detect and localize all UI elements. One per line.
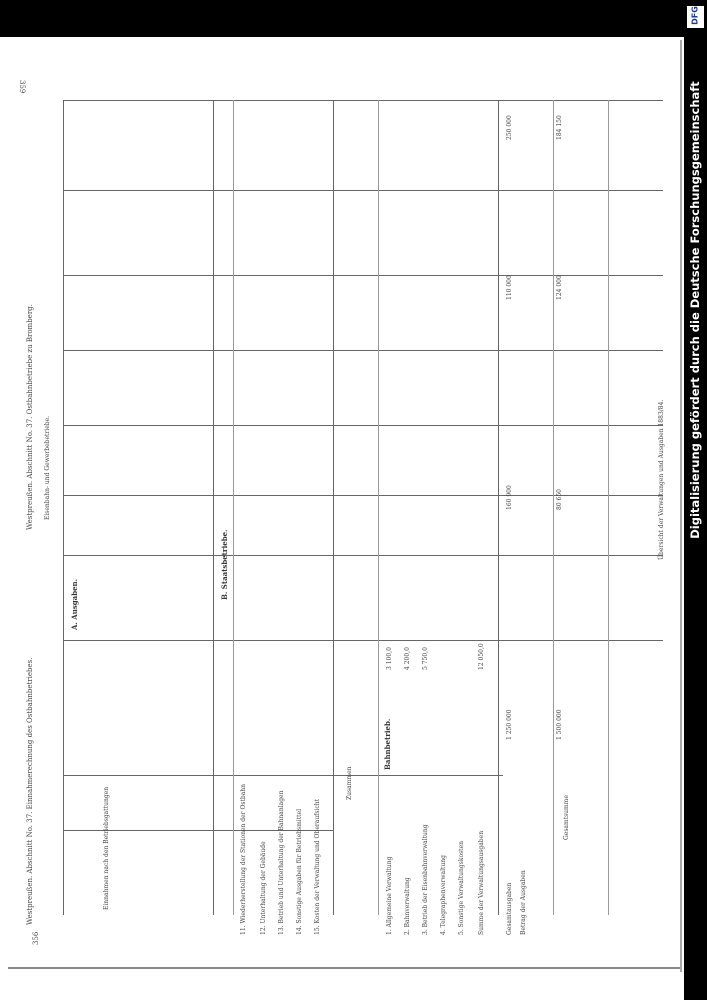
heading-b: B. Staatsbetriebe. <box>220 529 229 600</box>
row-label: 14. Sonstige Ausgaben für Betriebsmittel <box>296 809 303 935</box>
heading-c: Bahnbetrieb. <box>383 718 392 770</box>
rule <box>63 425 663 426</box>
row-label: Gesamtausgaben <box>506 882 513 935</box>
row-label: Betrag der Ausgaben <box>520 870 527 935</box>
cell-value: 250 000 <box>506 115 513 140</box>
cell-value: 1 250 000 <box>506 709 513 740</box>
row-label: 12. Unterhaltung der Gebäude <box>260 841 267 935</box>
right-header: Westpreußen. Abschnitt No. 37. Ostbahnbetriebe zu Bromberg. <box>26 304 34 530</box>
rule <box>333 100 334 915</box>
cell-value: 184 150 <box>556 115 563 140</box>
section-label: Zusammen <box>346 766 353 800</box>
rule <box>63 275 663 276</box>
row-label: 15. Kosten der Verwaltung und Oberaufsicht <box>314 798 321 935</box>
row-label: 3. Betrieb der Eisenbahnverwaltung <box>422 824 429 935</box>
dfg-credit-text: Digitalisierung gefördert durch die Deutsche Forschungsgemeinschaft <box>688 81 702 539</box>
cell-value: 4 200,0 <box>404 647 411 670</box>
rule <box>63 495 663 496</box>
rule <box>553 100 554 915</box>
dfg-logo: DFG <box>687 6 704 28</box>
row-label: 5. Sonstige Verwaltungskosten <box>458 841 465 935</box>
cell-value: 124 000 <box>556 275 563 300</box>
rule <box>63 555 663 556</box>
cell-value: 5 750,0 <box>422 647 429 670</box>
cell-value: 3 100,0 <box>386 647 393 670</box>
rule <box>63 190 663 191</box>
scan-edge-bottom <box>8 967 682 969</box>
row-label: Gesamtsumme <box>563 795 570 840</box>
left-page-number: 356 <box>32 931 40 945</box>
rule <box>498 100 499 915</box>
cell-value: 1 500 000 <box>556 709 563 740</box>
cell-value: 80 650 <box>556 489 563 510</box>
scanned-page <box>8 40 682 972</box>
cell-value: 160 900 <box>506 485 513 510</box>
rule <box>608 100 609 915</box>
rule <box>63 775 503 776</box>
left-top-label: Einnahmen nach den Betriebsgattungen <box>103 786 110 910</box>
rule <box>63 640 663 641</box>
left-header: Westpreußen. Abschnitt No. 37. Einnahmerechnung des Ostbahnbetriebes. <box>26 657 34 925</box>
row-label: Summe der Verwaltungsausgaben <box>478 830 485 935</box>
rule <box>63 100 663 101</box>
heading-a: A. Ausgaben. <box>70 578 79 630</box>
row-label: 11. Wiederherstellung der Stationen der Ostbahn <box>240 784 247 935</box>
scan-edge-right <box>680 40 682 972</box>
viewer-top-bar <box>0 0 707 37</box>
row-label: 4. Telegraphenverwaltung <box>440 854 447 935</box>
rule <box>233 100 234 915</box>
rule <box>63 100 64 915</box>
cell-value: 12 050,0 <box>478 643 485 670</box>
rule <box>63 350 663 351</box>
row-label: 13. Betrieb und Unterhaltung der Bahnanlagen <box>278 790 285 935</box>
row-label: 1. Allgemeine Verwaltung <box>386 856 393 935</box>
right-subheader: Eisenbahn- und Gewerbebetriebe. <box>44 415 51 520</box>
row-label: 2. Bahnverwaltung <box>404 877 411 935</box>
cell-value: 110 000 <box>506 275 513 300</box>
rule <box>213 100 214 915</box>
right-page-number: 359 <box>18 80 26 94</box>
footnote: Übersicht der Verwaltungen und Ausgaben 1883/84. <box>658 399 665 560</box>
rule <box>378 100 379 915</box>
